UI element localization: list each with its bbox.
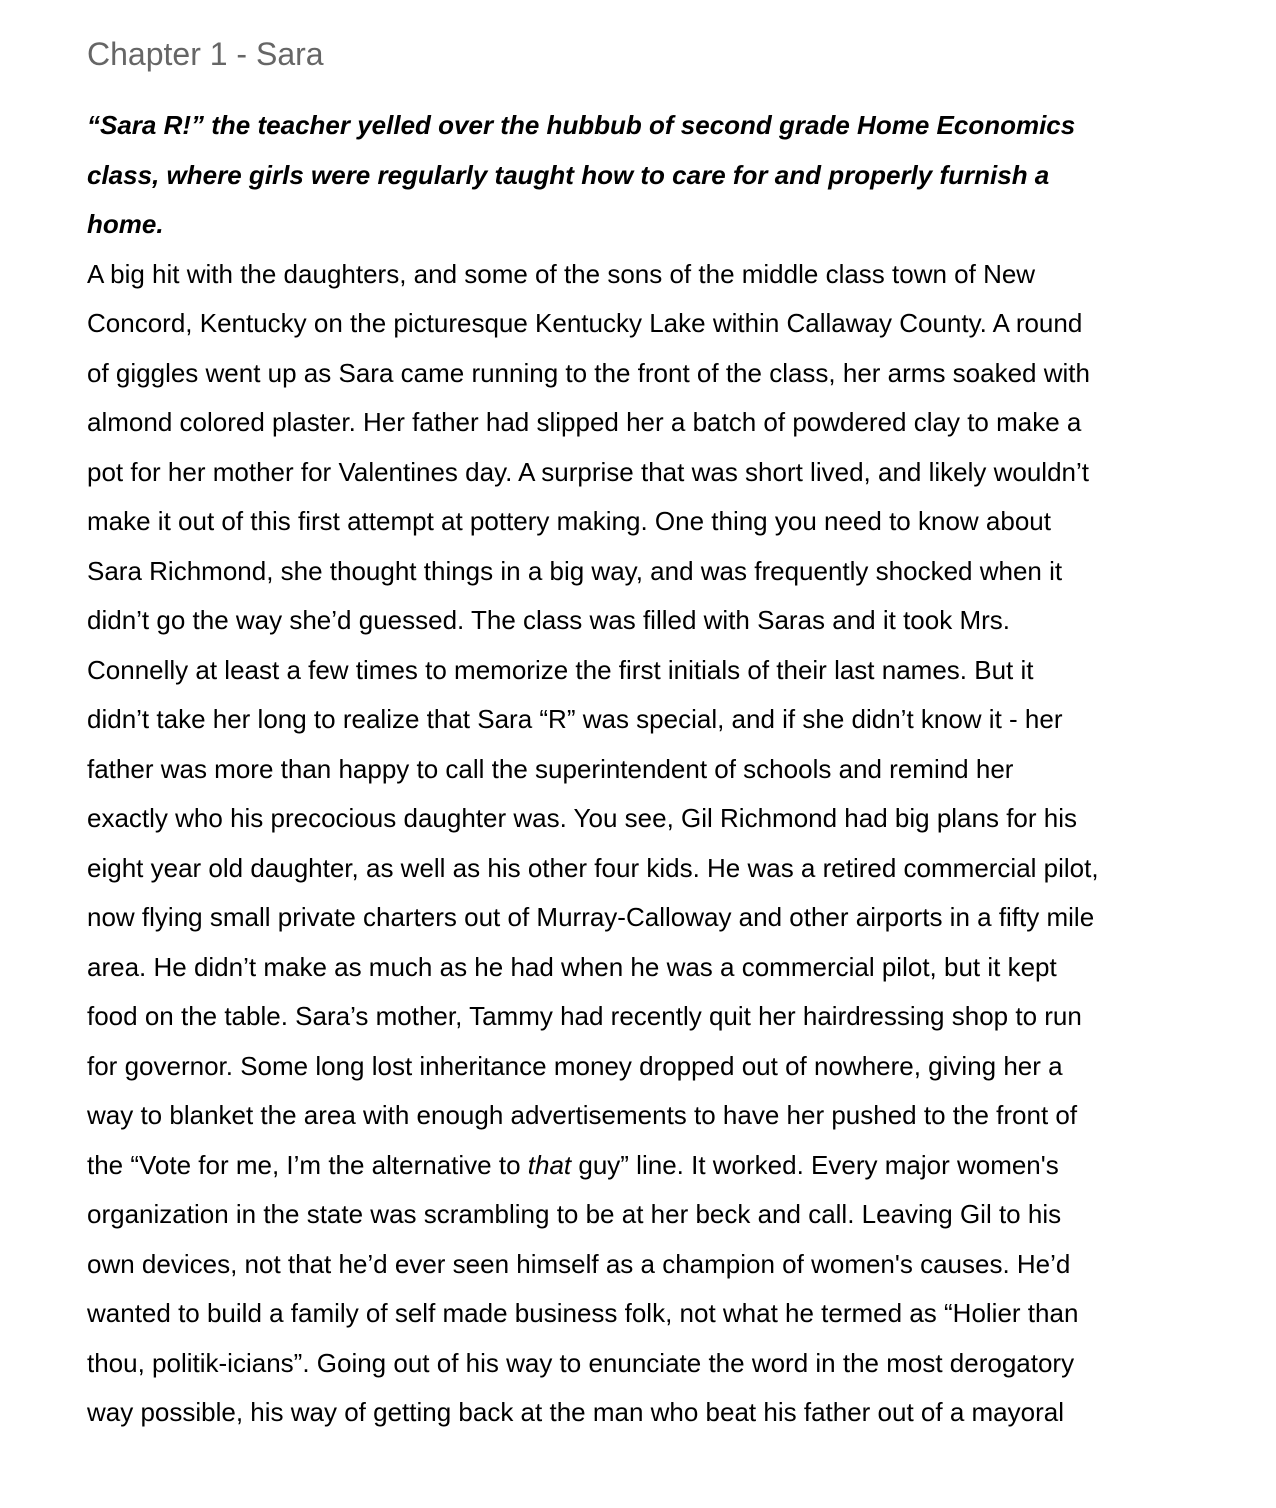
text-line: make it out of this first attempt at pottery making. One thing you need to know about <box>87 506 1051 536</box>
text-segment: guy” line. It worked. Every major women's <box>571 1149 1059 1180</box>
text-line: food on the table. Sara’s mother, Tammy had recently quit her hairdressing shop to run <box>87 1001 1082 1031</box>
text-line: way possible, his way of getting back at the man who beat his father out of a mayoral <box>87 1397 1064 1427</box>
text-line: eight year old daughter, as well as his other four kids. He was a retired commercial pilot, <box>87 852 1099 883</box>
text-line: almond colored plaster. Her father had slipped her a batch of powdered clay to make a <box>87 407 1082 437</box>
text-line: organization in the state was scrambling to be at her beck and call. Leaving Gil to his <box>87 1199 1062 1229</box>
body-paragraph <box>87 250 1099 1141</box>
text-line: area. He didn’t make as much as he had when he was a commercial pilot, but it kept <box>87 951 1057 982</box>
intro-paragraph <box>87 101 1099 250</box>
text-line: thou, politik-icians”. Going out of his way to enunciate the word in the most derogatory <box>87 1347 1075 1378</box>
text-line: pot for her mother for Valentines day. A surprise that was short lived, and likely wouldn’t <box>87 456 1089 487</box>
text-segment: the “Vote for me, I’m the alternative to <box>87 1149 528 1180</box>
text-line: now flying small private charters out of Murray-Calloway and other airports in a fifty mile <box>87 902 1095 932</box>
text-line: Connelly at least a few times to memorize the first initials of their last names. But it <box>87 654 1034 685</box>
text-line: “Sara R!” the teacher yelled over the hubbub of second grade Home Economics <box>87 110 1076 140</box>
text-line: didn’t go the way she’d guessed. The class was filled with Saras and it took Mrs. <box>87 605 1010 635</box>
text-line: Sara Richmond, she thought things in a big way, and was frequently shocked when it <box>87 555 1063 586</box>
text-line: own devices, not that he’d ever seen himself as a champion of women's causes. He’d <box>87 1248 1071 1279</box>
text-line: Concord, Kentucky on the picturesque Kentucky Lake within Callaway County. A round <box>87 308 1083 338</box>
text-line: didn’t take her long to realize that Sara “R” was special, and if she didn’t know it - her <box>87 704 1063 734</box>
body-paragraph-end <box>87 1190 1099 1438</box>
text-line: of giggles went up as Sara came running to the front of the class, her arms soaked with <box>87 357 1090 388</box>
text-line: A big hit with the daughters, and some of the sons of the middle class town of New <box>87 258 1036 289</box>
chapter-text <box>87 101 1099 1438</box>
text-line <box>87 1141 1099 1191</box>
text-line: exactly who his precocious daughter was. You see, Gil Richmond had big plans for his <box>87 803 1078 833</box>
text-line: father was more than happy to call the superintendent of schools and remind her <box>87 753 1014 784</box>
emphasis-text: that <box>527 1149 572 1180</box>
chapter-title: Chapter 1 - Sara <box>87 36 324 72</box>
text-line: home. <box>87 209 164 239</box>
text-line: wanted to build a family of self made business folk, not what he termed as “Holier than <box>87 1298 1079 1328</box>
text-line: way to blanket the area with enough advertisements to have her pushed to the front of <box>87 1100 1078 1130</box>
text-line: class, where girls were regularly taught how to care for and properly furnish a <box>87 159 1050 190</box>
text-line: for governor. Some long lost inheritance money dropped out of nowhere, giving her a <box>87 1050 1063 1081</box>
